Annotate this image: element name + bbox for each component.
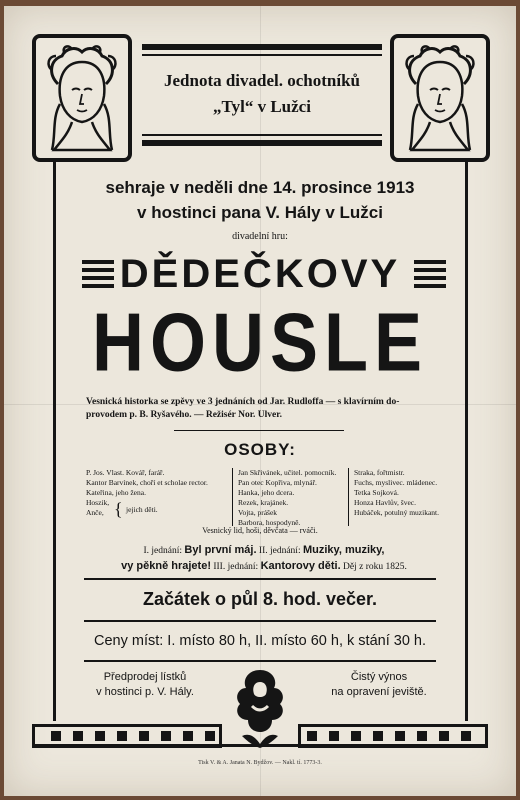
rule-below-prices: [84, 660, 436, 662]
bottom-rule: [32, 744, 488, 747]
cast-member: P. Jos. Vlast. Kovář, farář.: [86, 468, 165, 477]
header-rule-bottom-thin: [142, 134, 382, 136]
cast-member: Vojta, prášek: [238, 508, 278, 517]
cast-member: Hubáček, potulný muzikant.: [354, 508, 439, 517]
proceeds-line1: Čistý výnos: [350, 671, 408, 683]
rule-above-start: [84, 578, 436, 580]
cast-column-2: [238, 468, 336, 528]
proceeds-info: [294, 670, 464, 700]
event-venue: v hostinci pana V. Hály v Lužci: [137, 203, 383, 222]
start-time: Začátek o půl 8. hod. večer.: [142, 589, 378, 609]
cast-separator-1: [232, 468, 233, 526]
portrait-left-icon: [32, 34, 132, 162]
cast-column-3: [354, 468, 439, 518]
play-description: [86, 396, 446, 422]
cast-member: Jan Skřivánek, učitel. pomocník.: [238, 468, 337, 477]
header-rule-top-thin: [142, 54, 382, 56]
cast-member: Rezek, krajánek.: [238, 498, 289, 507]
cast-extras: Vesnický lid, hoši, děvčata — rváči.: [202, 526, 318, 535]
act2-label: II. jednání:: [258, 546, 301, 556]
header-rule-bottom: [142, 140, 382, 146]
ticket-prices: Ceny míst: I. místo 80 h, II. místo 60 h, k stání 30 h.: [93, 633, 427, 649]
description-line1: Vesnická historka se zpěvy ve 3 jednáních od Jar. Rudloffa — s klavírním do-: [86, 397, 400, 407]
presale-line2: v hostinci p. V. Hály.: [96, 686, 194, 698]
play-setting: Děj z roku 1825.: [343, 562, 407, 572]
cast-member: Pan otec Kopřiva, mlynář.: [238, 478, 317, 487]
act3-label: III. jednání:: [213, 562, 259, 572]
cast-member: Hoszik,: [86, 498, 110, 507]
brace-symbol: {: [114, 499, 123, 519]
act1-label: I. jednání:: [143, 546, 183, 556]
cast-member: Kateřina, jeho žena.: [86, 488, 146, 497]
header-box: [142, 44, 382, 144]
act1-title: Byl první máj.: [184, 544, 257, 556]
presale-info: [60, 670, 230, 700]
act2-title: Muziky, muziky,: [302, 544, 385, 556]
cast-heading: OSOBY:: [224, 440, 296, 459]
cast-member: Kantor Barvínek, choří et scholae rector.: [86, 478, 208, 487]
section-divider: [174, 430, 344, 431]
play-intro: divadelní hru:: [232, 231, 288, 242]
acts-block: [84, 543, 444, 575]
cast-member: Straka, fořtmistr.: [354, 468, 405, 477]
cast-member: Fuchs, myslivec. mládenec.: [354, 478, 438, 487]
event-date: sehraje v neděli dne 14. prosince 1913: [105, 178, 415, 197]
cast-brace-label: jejich děti.: [126, 505, 158, 514]
description-line2: provodem p. B. Ryšavého. — Režisér Nor. Ulver.: [86, 410, 282, 420]
proceeds-line2: na opravení jeviště.: [331, 686, 427, 698]
cast-member: Honza Havlův, švec.: [354, 498, 416, 507]
act3-title: Kantorovy děti.: [260, 560, 341, 572]
cast-separator-2: [348, 468, 349, 526]
title-line2: HOUSLE: [91, 297, 429, 389]
portrait-right-icon: [390, 34, 490, 162]
cast-member: Barbora, hospodyně.: [238, 518, 301, 527]
act2-title-cont: vy pěkně hrajete!: [121, 560, 211, 572]
cast-member: Anče,: [86, 508, 104, 517]
presale-line1: Předprodej lístků: [103, 671, 187, 683]
cast-member: Hanka, jeho dcera.: [238, 488, 295, 497]
poster: [4, 6, 516, 796]
organization-subtitle: „Tyl“ v Lužci: [213, 97, 311, 116]
rule-below-start: [84, 620, 436, 622]
organization-name: Jednota divadel. ochotníků: [163, 71, 360, 90]
printer-imprint: Tisk V. & A. Janata N. Bydžov. — Nakl. tí. 1773-3.: [198, 760, 322, 766]
cast-member: Tetka Sojková.: [354, 488, 399, 497]
header-rule-top: [142, 44, 382, 50]
ornament-icon: [230, 666, 290, 750]
title-line1: DĚDEČKOVY: [119, 252, 401, 296]
